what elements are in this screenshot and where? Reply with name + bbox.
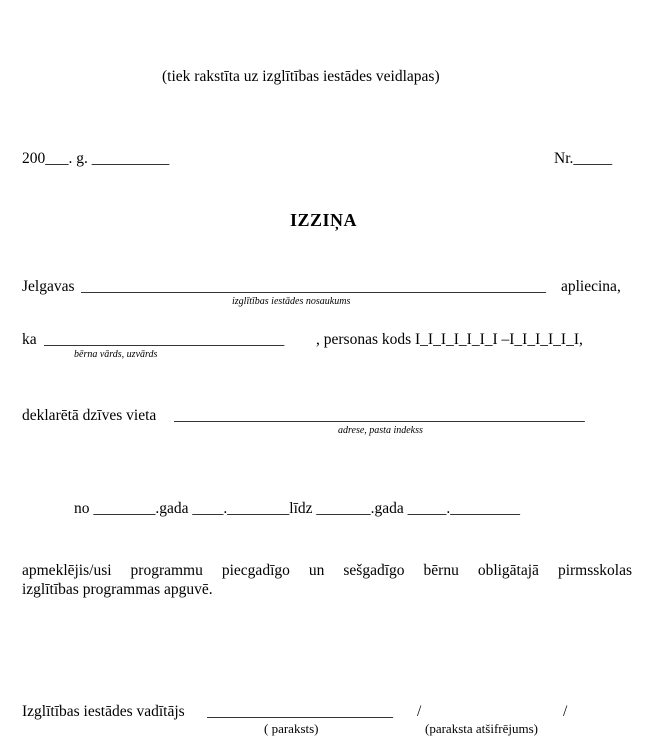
number-line: Nr._____ — [554, 150, 613, 167]
institution-blank: ____________________________________________________________ — [81, 278, 546, 295]
institution-suffix: apliecina, — [561, 278, 621, 295]
institution-caption: izglītības iestādes nosaukums — [232, 296, 351, 307]
attendance-line-1: apmeklējis/usi programmu piecgadīgo un sešgadīgo bērnu obligātajā pirmsskolas — [22, 562, 632, 579]
child-caption: bērna vārds, uzvārds — [74, 349, 158, 360]
address-prefix: deklarētā dzīves vieta — [22, 407, 157, 424]
address-blank: _____________________________________________________ — [174, 407, 585, 424]
header-note: (tiek rakstīta uz izglītības iestādes veidlapas) — [162, 68, 440, 85]
period-line: no ________.gada ____.________līdz _______.gada _____._________ — [74, 500, 521, 517]
institution-prefix: Jelgavas — [22, 278, 75, 295]
attendance-paragraph — [22, 561, 632, 599]
signature-decode-caption: (paraksta atšifrējums) — [425, 721, 538, 736]
document-title: IZZIŅA — [290, 210, 358, 230]
signature-slash-2: / — [563, 703, 568, 720]
child-blank: _______________________________ — [44, 331, 285, 348]
signature-slash-1: / — [417, 703, 422, 720]
signature-caption: ( paraksts) — [264, 721, 319, 736]
address-caption: adrese, pasta indekss — [338, 425, 423, 436]
date-line: 200___. g. __________ — [22, 150, 170, 167]
signature-label: Izglītības iestādes vadītājs — [22, 703, 185, 720]
child-prefix: ka — [22, 331, 37, 348]
attendance-line-2: izglītības programmas apguvē. — [22, 581, 213, 598]
signature-blank: ________________________ — [207, 703, 393, 720]
child-suffix: , personas kods I_I_I_I_I_I_I –I_I_I_I_I_I, — [316, 331, 583, 348]
